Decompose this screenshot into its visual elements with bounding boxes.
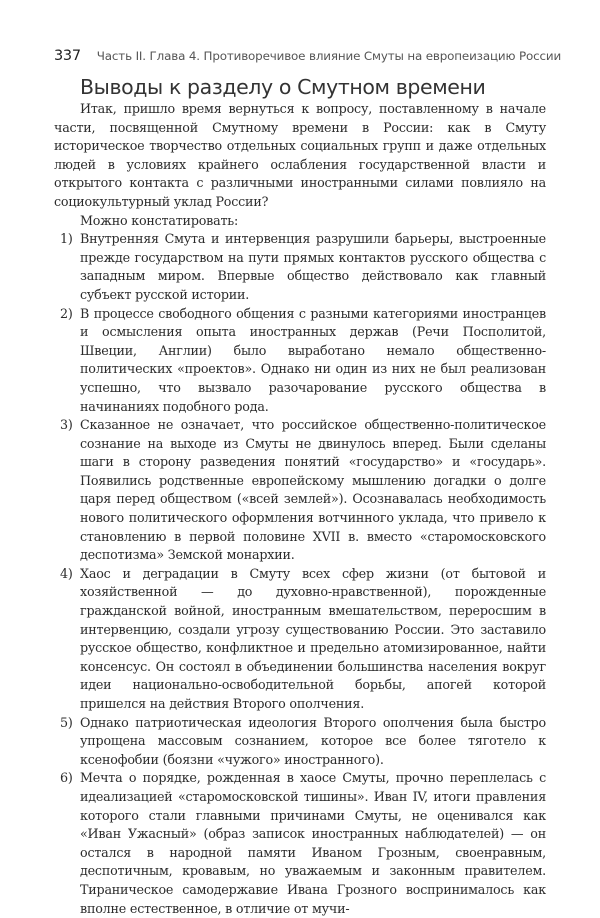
item-text: В процессе свободного общения с разными категориями иностранцев и осмысления опыта иностранных держав (Речи Посполитой, Швеции, Англии) было выработано немало общественно-политических «проектов». Однако ни один из них не был реализован успешно, что вызвало разочарование русского общества в начинаниях подобного рода.	[80, 305, 546, 414]
item-number: 1)	[60, 231, 73, 247]
list-item	[54, 769, 546, 918]
body-text	[54, 100, 546, 918]
section-title: Выводы к разделу о Смутном времени	[80, 75, 486, 99]
item-number: 6)	[60, 770, 73, 786]
list-item	[54, 416, 546, 565]
item-number: 2)	[60, 305, 73, 321]
item-text: Сказанное не означает, что российское общественно-политическое сознание на выходе из Смуты не двинулось вперед. Были сделаны шаги в сторону разведения понятий «государство» и «государь». Появились родственные европейскому мышлению догадки о долге царя перед обществом («всей землей»). Осознавалась необходимость нового политического оформления вотчинного уклада, что привело к становлению в первой половине XVII в. вместо «старомосковского деспотизма» Земской монархии.	[80, 417, 546, 563]
intro-paragraph: Итак, пришло время вернуться к вопросу, поставленному в начале части, посвященной Смутному времени в России: как в Смуту историческое творчество отдельных социальных групп и даже отдельных людей в условиях крайнего ослабления государственной власти и открытого контакта с различными иностранными силами повлияло на социокультурный уклад России?	[54, 101, 546, 209]
item-text: Хаос и деградации в Смуту всех сфер жизни (от бытовой и хозяйственной — до духовно-нравственной), порожденные гражданской войной, иностранным вмешательством, переросшим в интервенцию, создали угрозу существованию России. Это заставило русское общество, конфликтное и предельно атомизированное, найти консенсус. Он состоял в объединении большинства населения вокруг идеи национально-освободительной борьбы, апогей которой пришелся на действия Второго ополчения.	[80, 565, 546, 711]
conclusions-list	[54, 230, 546, 918]
chapter-title: Часть II. Глава 4. Противоречивое влияние Смуты на европеизацию России	[96, 49, 562, 63]
running-head	[54, 46, 562, 66]
list-item	[54, 565, 546, 714]
item-number: 5)	[60, 714, 73, 730]
item-number: 3)	[60, 417, 73, 433]
page-number: 337	[54, 48, 81, 64]
list-item	[54, 305, 546, 417]
lead-in-paragraph: Можно констатировать:	[80, 212, 239, 228]
list-item	[54, 714, 546, 770]
list-item	[54, 230, 546, 304]
item-number: 4)	[60, 565, 73, 581]
item-text: Мечта о порядке, рожденная в хаосе Смуты, прочно переплелась с идеализацией «старомосковской тишины». Иван IV, итоги правления которого стали главными причинами Смуты, не оценивался как «Иван Ужасный» (образ записок иностранных наблюдателей) — он остался в народной памяти Иваном Грозным, своенравным, деспотичным, кровавым, но уважаемым и законным правителем. Тираническое самодержавие Ивана Грозного воспринималось как вполне естественное, в отличие от мучи-	[80, 770, 546, 916]
book-page	[54, 46, 562, 918]
item-text: Однако патриотическая идеология Второго ополчения была быстро упрощена массовым сознанием, которое все более тяготело к ксенофобии (боязни «чужого» иностранного).	[80, 714, 546, 767]
item-text: Внутренняя Смута и интервенция разрушили барьеры, выстроенные прежде государством на пути прямых контактов русского общества с западным миром. Впервые общество действовало как главный субъект русской истории.	[80, 231, 546, 302]
